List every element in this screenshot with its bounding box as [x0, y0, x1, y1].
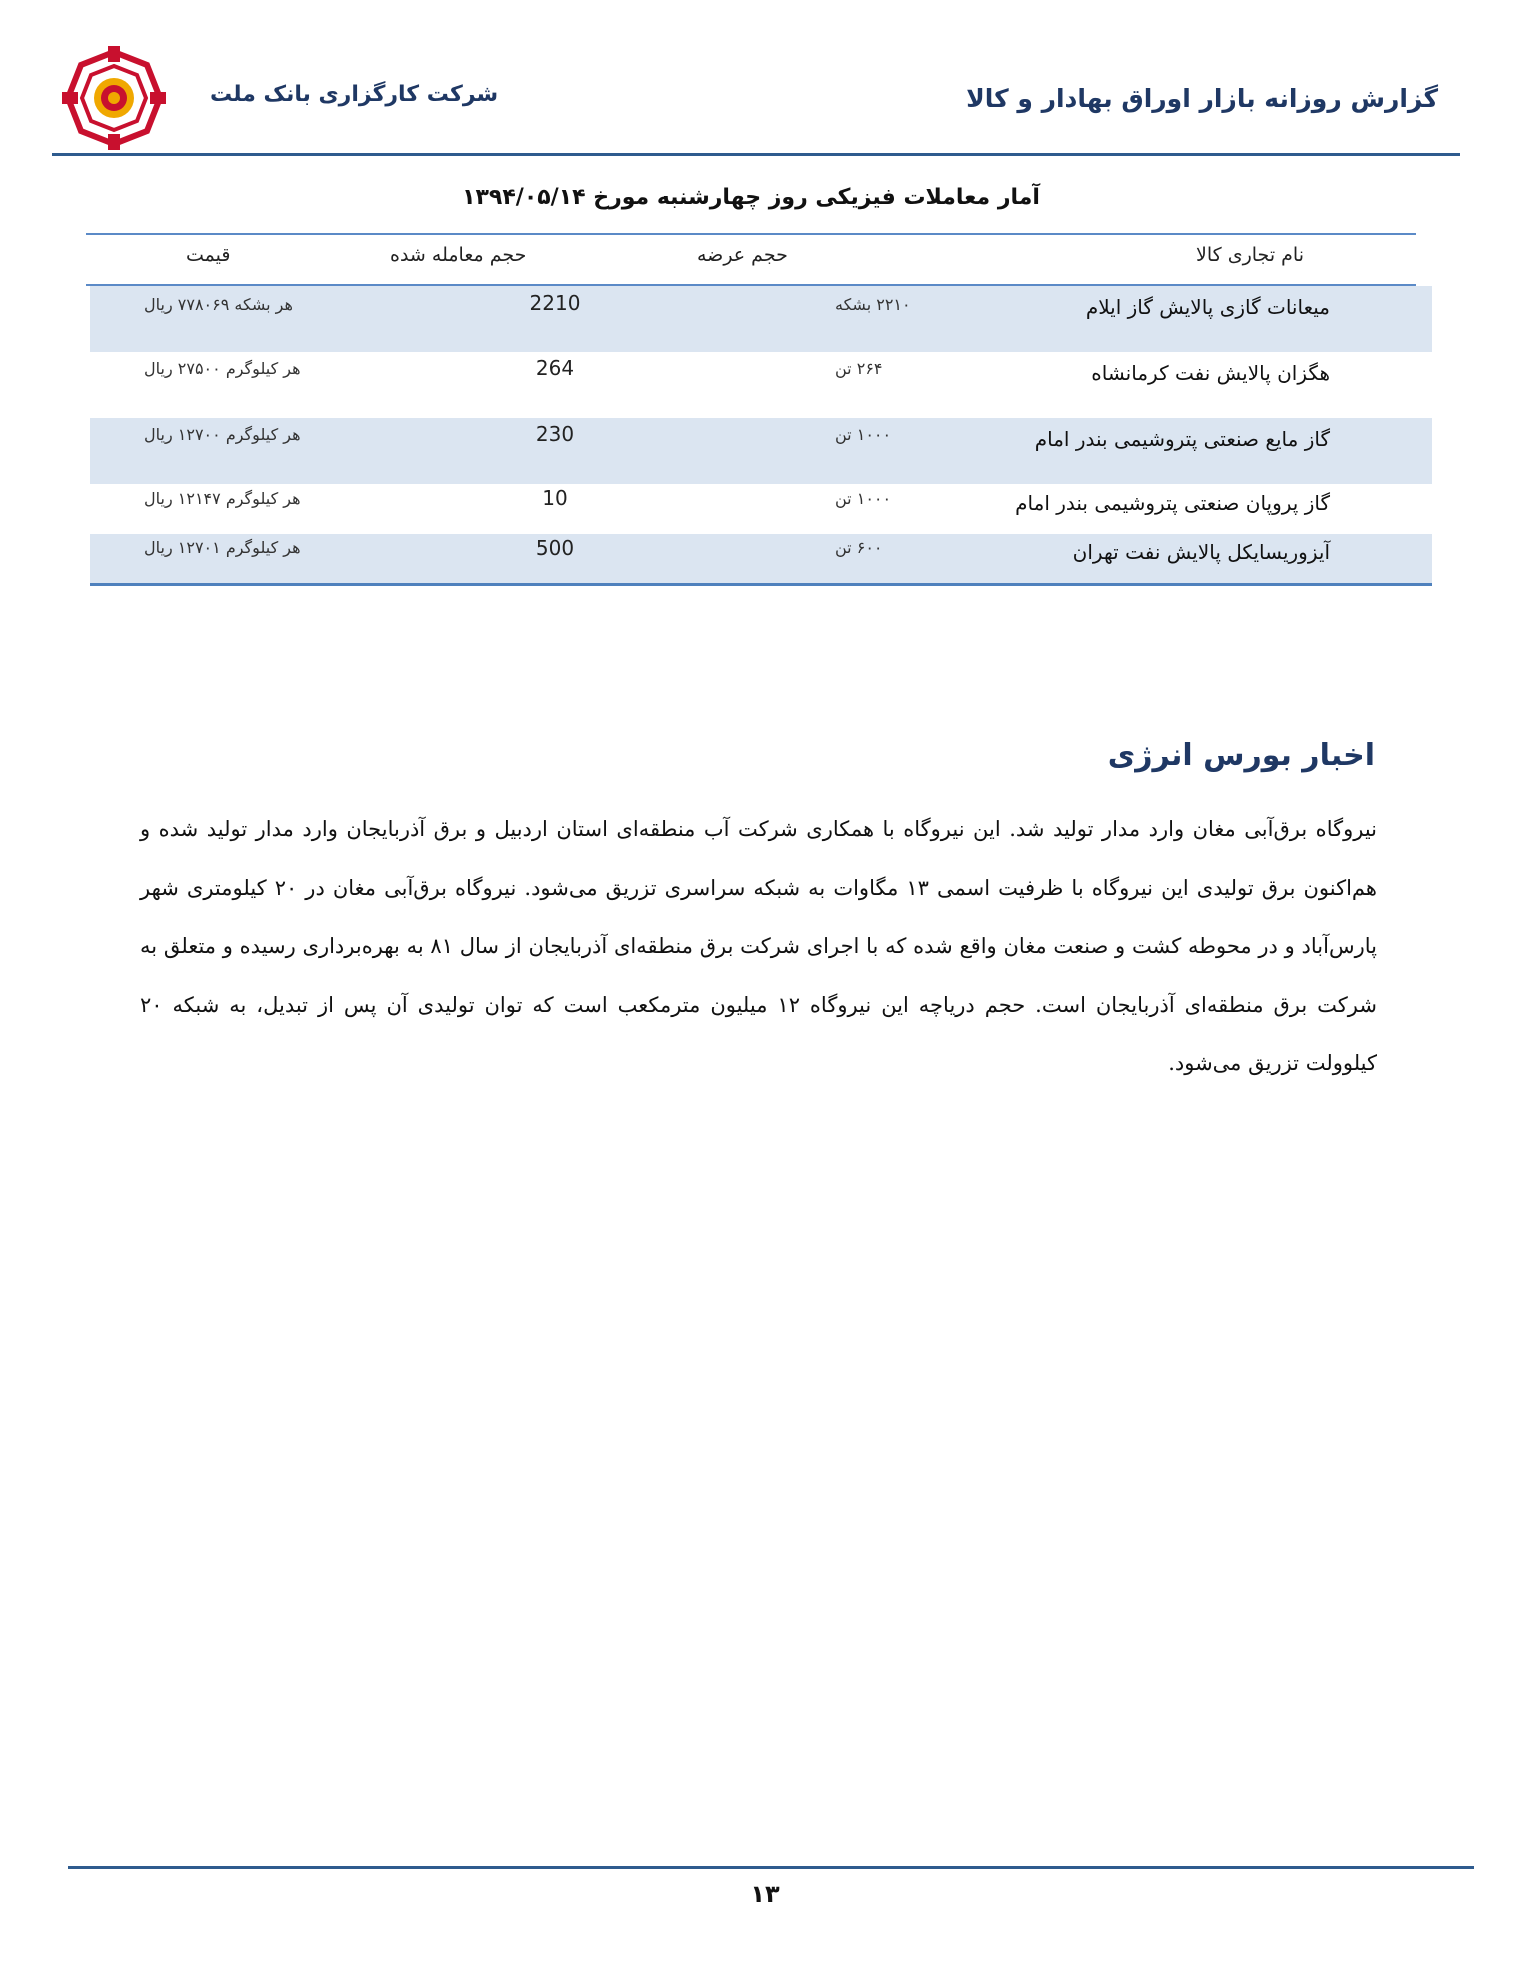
header-divider	[52, 153, 1460, 156]
table-row	[90, 484, 1432, 534]
page-number: ۱۳	[750, 1880, 780, 1908]
table-row	[90, 418, 1432, 484]
traded-volume: 10	[542, 486, 568, 510]
traded-volume: 2210	[529, 291, 581, 315]
table-row	[90, 286, 1432, 352]
table-bottom-border	[90, 583, 1432, 586]
table-row	[90, 352, 1432, 418]
price: هر کیلوگرم ۱۲۷۰۱ ریال	[144, 538, 301, 557]
column-header-offer: حجم عرضه	[697, 244, 788, 266]
traded-volume: 500	[535, 536, 575, 560]
column-header-name: نام تجاری کالا	[1196, 244, 1304, 266]
offer-volume: ۲۶۴ تن	[835, 359, 883, 378]
price: هر کیلوگرم ۱۲۱۴۷ ریال	[144, 489, 301, 508]
price: هر بشکه ۷۷۸۰۶۹ ریال	[144, 295, 293, 314]
price: هر کیلوگرم ۲۷۵۰۰ ریال	[144, 359, 301, 378]
offer-volume: ۱۰۰۰ تن	[835, 489, 892, 508]
table-top-border	[86, 233, 1416, 235]
offer-volume: ۶۰۰ تن	[835, 538, 883, 557]
logo-icon	[62, 46, 166, 150]
commodity-name: میعانات گازی پالایش گاز ایلام	[1085, 295, 1330, 319]
table-row	[90, 534, 1432, 583]
company-logo	[62, 46, 166, 150]
offer-volume: ۱۰۰۰ تن	[835, 425, 892, 444]
commodity-name: هگزان پالایش نفت کرمانشاه	[1091, 361, 1330, 385]
traded-volume: 264	[535, 356, 575, 380]
traded-volume: 230	[535, 422, 575, 446]
table-title: آمار معاملات فیزیکی روز چهارشنبه مورخ ۱۳۹۴/۰۵/۱۴	[462, 185, 1040, 210]
offer-volume: ۲۲۱۰ بشکه	[835, 295, 911, 314]
price: هر کیلوگرم ۱۲۷۰۰ ریال	[144, 425, 301, 444]
news-heading: اخبار بورس انرژی	[1107, 738, 1375, 773]
commodity-name: آیزوریسایکل پالایش نفت تهران	[1072, 540, 1330, 564]
footer-divider	[68, 1866, 1474, 1869]
column-header-price: قیمت	[186, 244, 231, 266]
news-paragraph: نیروگاه برق‌آبی مغان وارد مدار تولید شد. این نیروگاه با همکاری شرکت آب منطقه‌ای استان اردبیل و برق آذربایجان وارد مدار تولید شده و هم‌اکنون برق تولیدی این نیروگاه با ظرفیت اسمی ۱۳ مگاوات به شبکه سراسری تزریق می‌شود. نیروگاه برق‌آبی مغان در ۲۰ کیلومتری شهر پارس‌آباد و در محوطه کشت و صنعت مغان واقع شده که با اجرای شرکت برق منطقه‌ای آذربایجان از سال ۸۱ به بهره‌برداری رسیده و متعلق به شرکت برق منطقه‌ای آذربایجان است. حجم دریاچه این نیروگاه ۱۲ میلیون مترمکعب است که توان تولیدی آن پس از تبدیل، به شبکه ۲۰ کیلوولت تزریق می‌شود.	[140, 817, 1377, 1075]
report-title: گزارش روزانه بازار اوراق بهادار و کالا	[966, 84, 1438, 113]
company-name: شرکت کارگزاری بانک ملت	[210, 82, 499, 107]
column-header-traded: حجم معامله شده	[390, 244, 527, 266]
commodity-name: گاز مایع صنعتی پتروشیمی بندر امام	[1034, 427, 1330, 451]
commodity-name: گاز پروپان صنعتی پتروشیمی بندر امام	[1015, 491, 1330, 515]
